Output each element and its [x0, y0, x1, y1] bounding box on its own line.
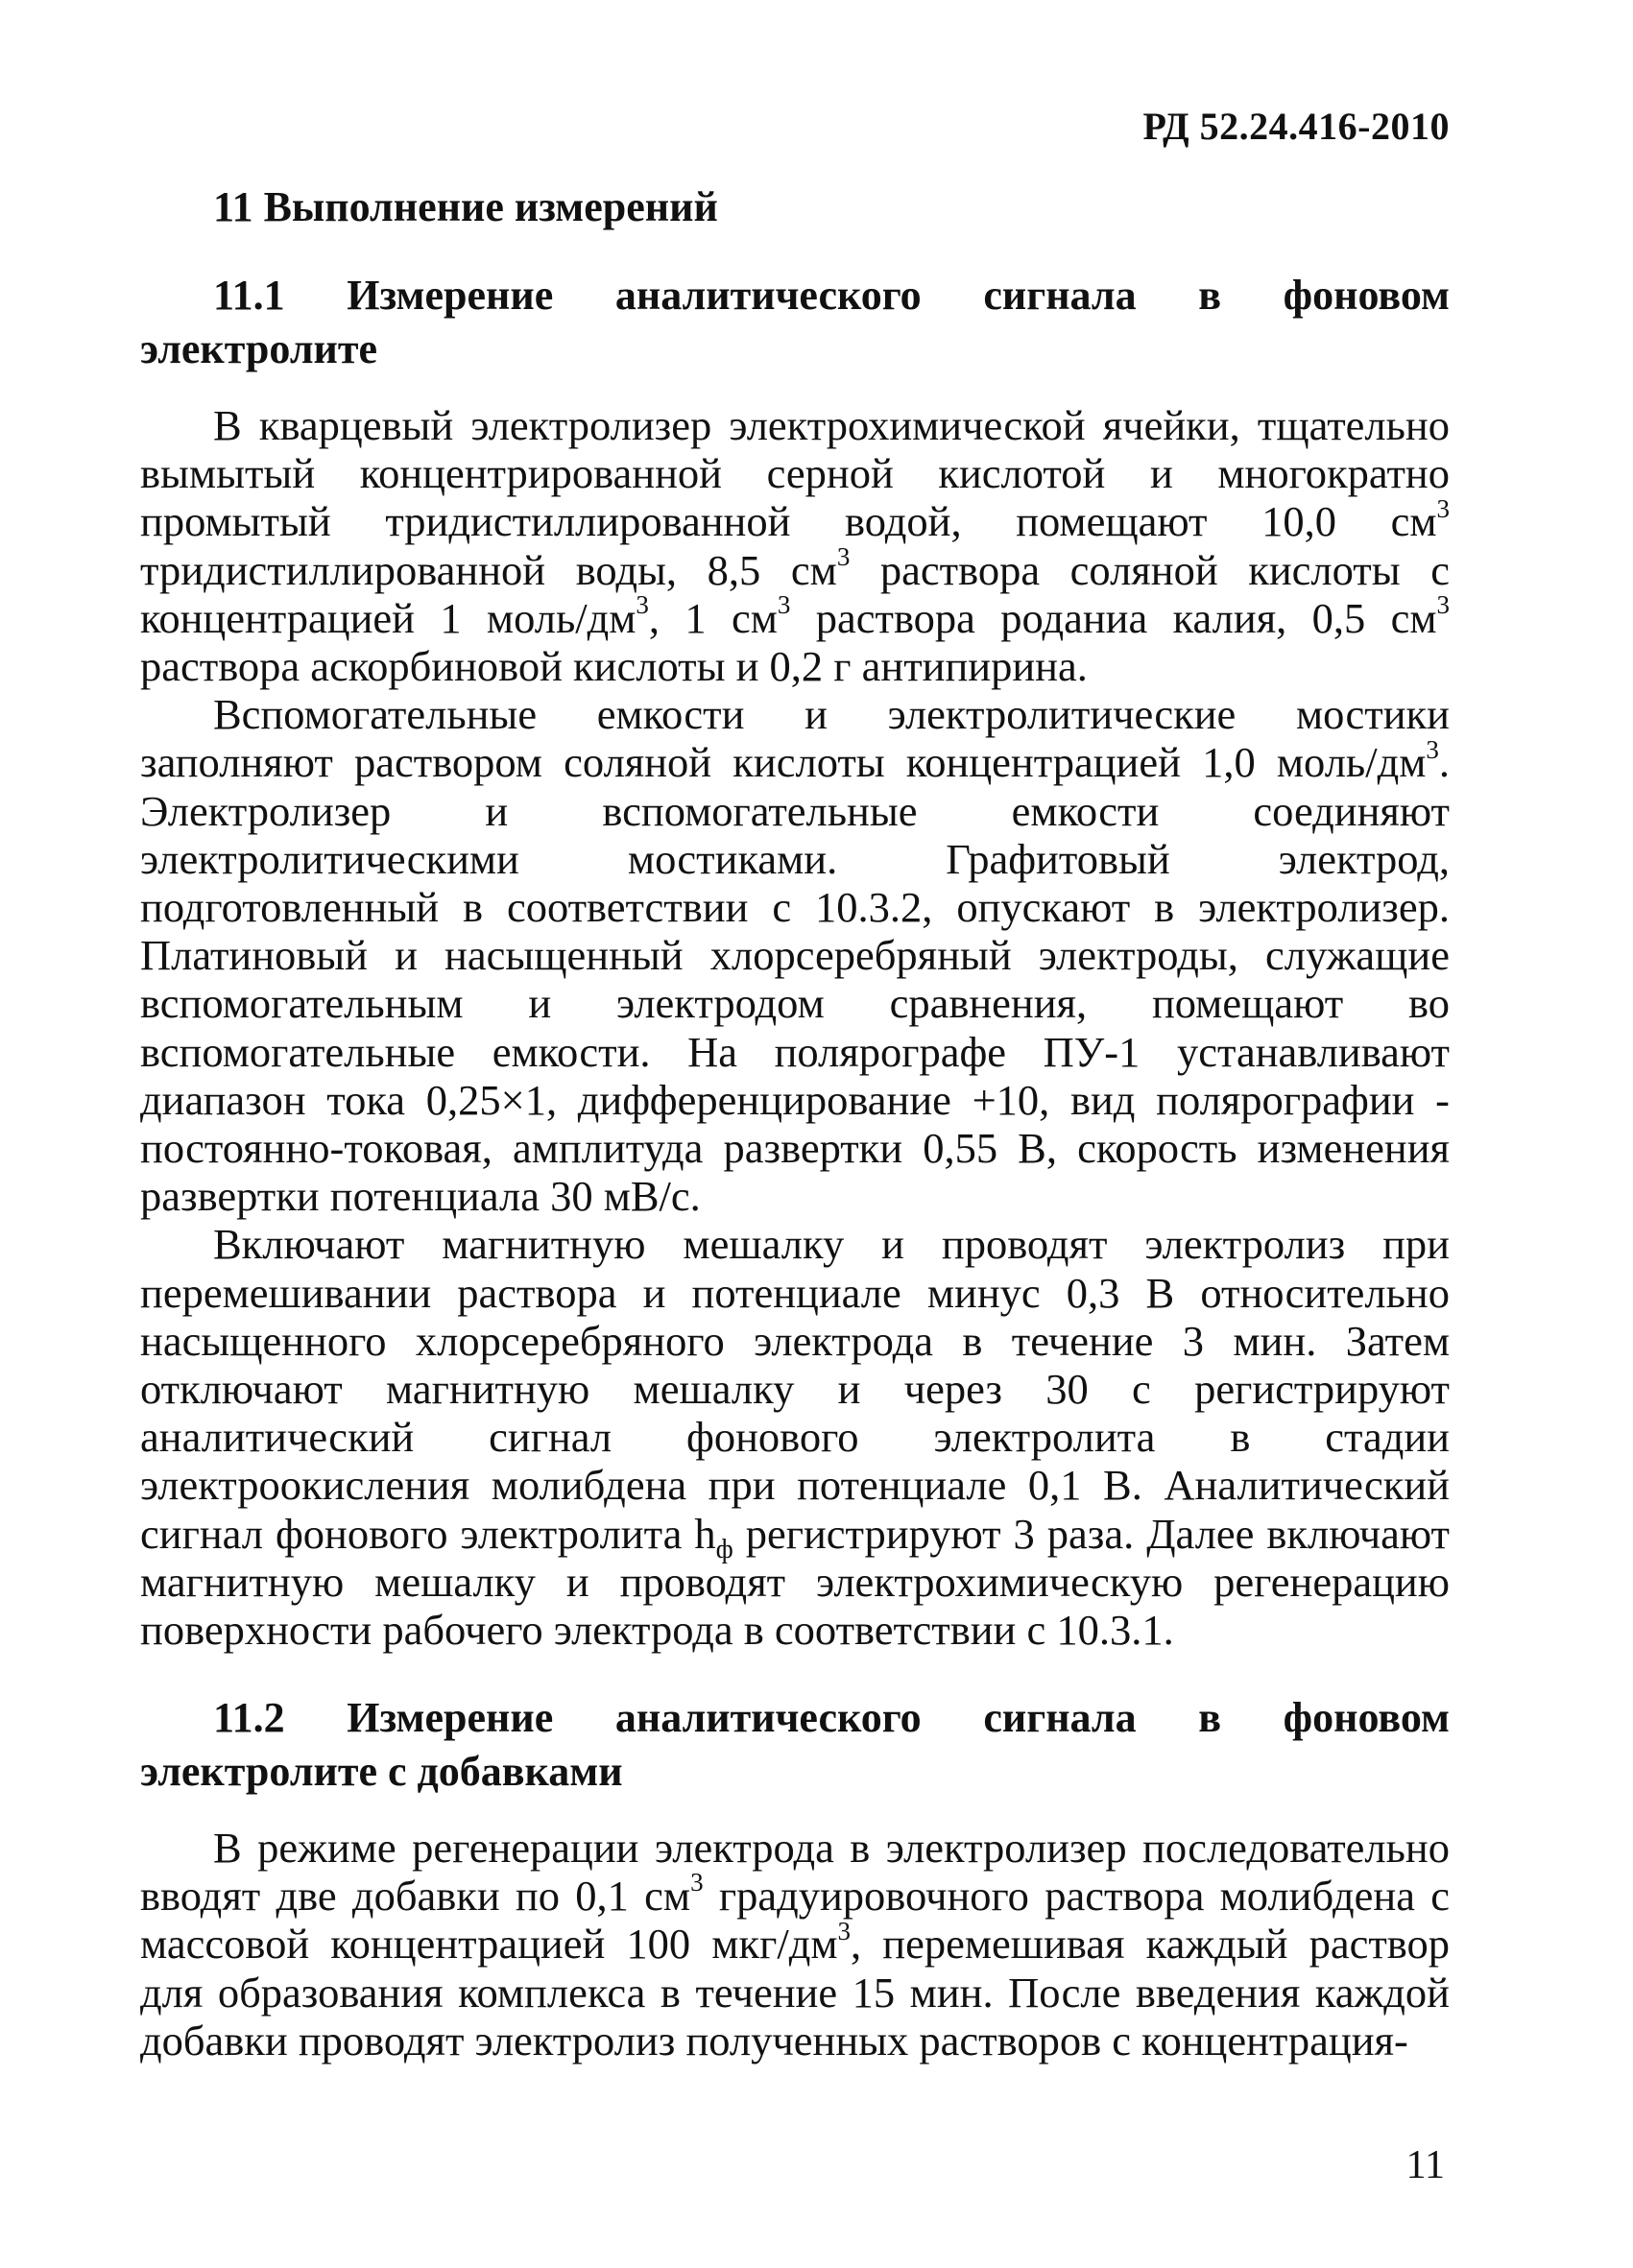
document-code: РД 52.24.416-2010 — [1142, 105, 1450, 148]
subsection-heading-11-2 — [140, 1691, 1450, 1799]
superscript: 3 — [690, 1868, 704, 1898]
heading-word: в — [1198, 1694, 1222, 1741]
superscript: 3 — [1436, 589, 1451, 619]
symbol-h: h — [694, 1509, 716, 1558]
heading-word: в — [1198, 272, 1222, 319]
section-heading: 11 Выполнение измерений — [213, 183, 718, 230]
paragraph — [140, 401, 1450, 690]
text-run: градуировочного раствора молибдена с массовой концентрацией 100 мкг/дм — [140, 1872, 1450, 1969]
heading-word: Измерение — [347, 272, 554, 319]
subsection-heading-line: электролите — [140, 325, 378, 372]
subsection-heading-line — [140, 1691, 1450, 1745]
superscript: 3 — [777, 589, 791, 619]
superscript: 3 — [837, 1916, 852, 1946]
heading-word: сигнала — [983, 1694, 1137, 1741]
body-text-block — [140, 1824, 1450, 2065]
paragraph — [140, 690, 1450, 1220]
subsection-heading-line — [140, 269, 1450, 322]
superscript: 3 — [1426, 734, 1439, 764]
subscript: ф — [715, 1534, 733, 1564]
body-text-block — [140, 401, 1450, 1654]
text-run: В режиме регенерации электрода в электролизер последовательно вводят две добавки по 0,1 см — [140, 1824, 1450, 1921]
text-run: тридистиллированной воды, 8,5 см — [140, 545, 837, 594]
text-run: Вспомогательные емкости и электролитические мостики заполняют раствором соляной кислоты концентрацией 1,0 моль/дм — [140, 690, 1450, 787]
heading-word: Измерение — [347, 1694, 554, 1741]
text-run: В кварцевый электролизер электрохимической ячейки, тщательно вымытый концентрированной серной кислотой и многократно промытый тридистиллированной водой, помещают 10,0 см — [140, 401, 1450, 546]
paragraph — [140, 1824, 1450, 2065]
text-run: , перемешивая каждый раствор для образования комплекса в течение 15 мин. После введения каждой добавки проводят электролиз полученных растворов с концентрация- — [140, 1920, 1450, 2065]
heading-word: аналитического — [614, 1694, 922, 1741]
heading-word: 11.2 — [213, 1694, 285, 1741]
superscript: 3 — [836, 541, 851, 571]
superscript: 3 — [636, 589, 649, 619]
heading-word: сигнала — [983, 272, 1137, 319]
heading-word: фоновом — [1283, 1694, 1450, 1741]
page-number: 11 — [1405, 2143, 1445, 2187]
text-run: регистрируют 3 раза. Далее включают магнитную мешалку и проводят электрохимическую регенерацию поверхности рабочего электрода в соответствии с 10.3.1. — [140, 1509, 1450, 1655]
superscript: 3 — [1436, 493, 1450, 523]
paragraph — [140, 1220, 1450, 1654]
text-run: раствора аскорбиновой кислоты и 0,2 г антипирина. — [140, 642, 1088, 691]
heading-word: аналитического — [614, 272, 922, 319]
heading-word: фоновом — [1283, 272, 1450, 319]
text-run: раствора соляной кислоты с концентрацией 1 моль/дм — [140, 545, 1451, 642]
text-run: раствора роданиа калия, 0,5 см — [790, 593, 1437, 642]
subsection-heading-line: электролите с добавками — [140, 1748, 623, 1795]
heading-word: 11.1 — [213, 272, 285, 319]
text-run: . Электролизер и вспомогательные емкости соединяют электролитическими мостиками. Графитовый электрод, подготовленный в соответствии с 10.3.2, опускают в электролизер. Платиновый и насыщенный хлорсеребряный электроды, служащие вспомогательным и электродом сравнения, помещают во вспомогательные емкости. На полярографе ПУ-1 устанавливают диапазон тока 0,25×1, дифференцирование +10, вид полярографии - постоянно-токовая, амплитуда развертки 0,55 В, скорость изменения развертки потенциала 30 мВ/с. — [140, 738, 1450, 1221]
text-run: , 1 см — [648, 593, 778, 642]
text-run: Включают магнитную мешалку и проводят электролиз при перемешивании раствора и потенциале минус 0,3 В относительно насыщенного хлорсеребряного электрода в течение 3 мин. Затем отключают магнитную мешалку и через 30 с регистрируют аналитический сигнал фонового электролита в стадии электроокисления молибдена при потенциале 0,1 В. Аналитический сигнал фонового электролита — [140, 1220, 1450, 1558]
subsection-heading-11-1 — [140, 269, 1450, 376]
